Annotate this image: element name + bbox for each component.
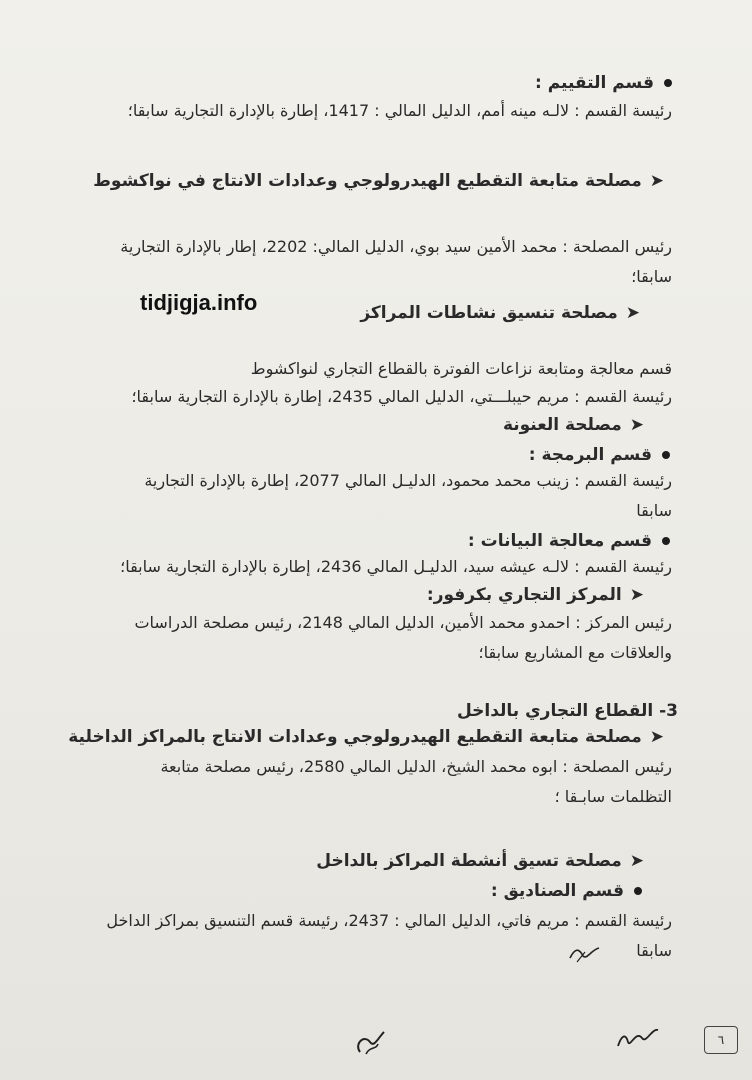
arrow-bullet-icon: ➤ [629, 585, 644, 605]
service-heading: ➤مصلحة متابعة التقطيع الهيدرولوجي وعدادات الانتاج بالمراكز الداخلية [68, 727, 664, 747]
bullet-icon [662, 451, 670, 459]
page-number-box [704, 1026, 738, 1054]
text-line: رئيسة القسم : مريم حيبلـــتي، الدليل المالي 2435، إطارة بالإدارة التجارية سابقا؛ [131, 387, 672, 406]
service-heading: ➤مصلحة تسيق أنشطة المراكز بالداخل [316, 851, 644, 871]
arrow-bullet-icon: ➤ [625, 303, 640, 323]
bullet-icon [662, 537, 670, 545]
arrow-bullet-icon: ➤ [629, 415, 644, 435]
bullet-icon [664, 79, 672, 87]
page-number: ٦ [717, 1033, 725, 1047]
text-line: قسم معالجة ومتابعة نزاعات الفوترة بالقطاع التجاري لنواكشوط [250, 359, 672, 378]
service-heading: ➤مصلحة تنسيق نشاطات المراكز [360, 303, 640, 323]
text-line: سابقا [636, 501, 672, 520]
initial-mark [565, 942, 605, 964]
text-line: رئيس المصلحة : محمد الأمين سيد بوي، الدليل المالي: 2202، إطار بالإدارة التجارية [120, 237, 672, 256]
section-heading-funds: قسم الصناديق : [491, 880, 642, 902]
bullet-icon [634, 887, 642, 895]
text-line: والعلاقات مع المشاريع سابقا؛ [478, 643, 672, 662]
text-line: رئيسة القسم : مريم فاتي، الدليل المالي : 2437، رئيسة قسم التنسيق بمراكز الداخل [106, 911, 672, 930]
arrow-bullet-icon: ➤ [649, 171, 664, 191]
text-line: سابقا [636, 941, 672, 960]
section-heading-data-processing: قسم معالجة البيانات : [468, 530, 670, 552]
service-heading: ➤المركز التجاري بكرفور: [426, 585, 644, 605]
section-heading-evaluation: قسم التقييم : [535, 72, 672, 94]
service-heading: ➤مصلحة العنونة [502, 415, 644, 435]
signature-mark [612, 1020, 662, 1052]
signature-initials [352, 1026, 392, 1058]
text-line: سابقا؛ [631, 267, 672, 286]
text-line: التظلمات سابـقا ؛ [554, 787, 672, 806]
arrow-bullet-icon: ➤ [629, 851, 644, 871]
text-line: رئيسة القسم : زينب محمد محمود، الدليـل المالي 2077، إطارة بالإدارة التجارية [144, 471, 672, 490]
watermark-text: tidjigja.info [140, 290, 258, 315]
text-line: رئيسة القسم : لالـه مينه أمم، الدليل المالي : 1417، إطارة بالإدارة التجارية سابقا؛ [127, 101, 672, 120]
service-heading: ➤مصلحة متابعة التقطيع الهيدرولوجي وعدادات الانتاج في نواكشوط [93, 171, 664, 191]
text-line: رئيس المركز : احمدو محمد الأمين، الدليل المالي 2148، رئيس مصلحة الدراسات [134, 613, 672, 632]
text-line: رئيسة القسم : لالـه عيشه سيد، الدليـل المالي 2436، إطارة بالإدارة التجارية سابقا؛ [120, 557, 672, 576]
text-line: رئيس المصلحة : ابوه محمد الشيخ، الدليل المالي 2580، رئيس مصلحة متابعة [160, 757, 672, 776]
section-heading-interior: 3- القطاع التجاري بالداخل [456, 701, 678, 721]
arrow-bullet-icon: ➤ [649, 727, 664, 747]
section-heading-programming: قسم البرمجة : [529, 444, 670, 466]
